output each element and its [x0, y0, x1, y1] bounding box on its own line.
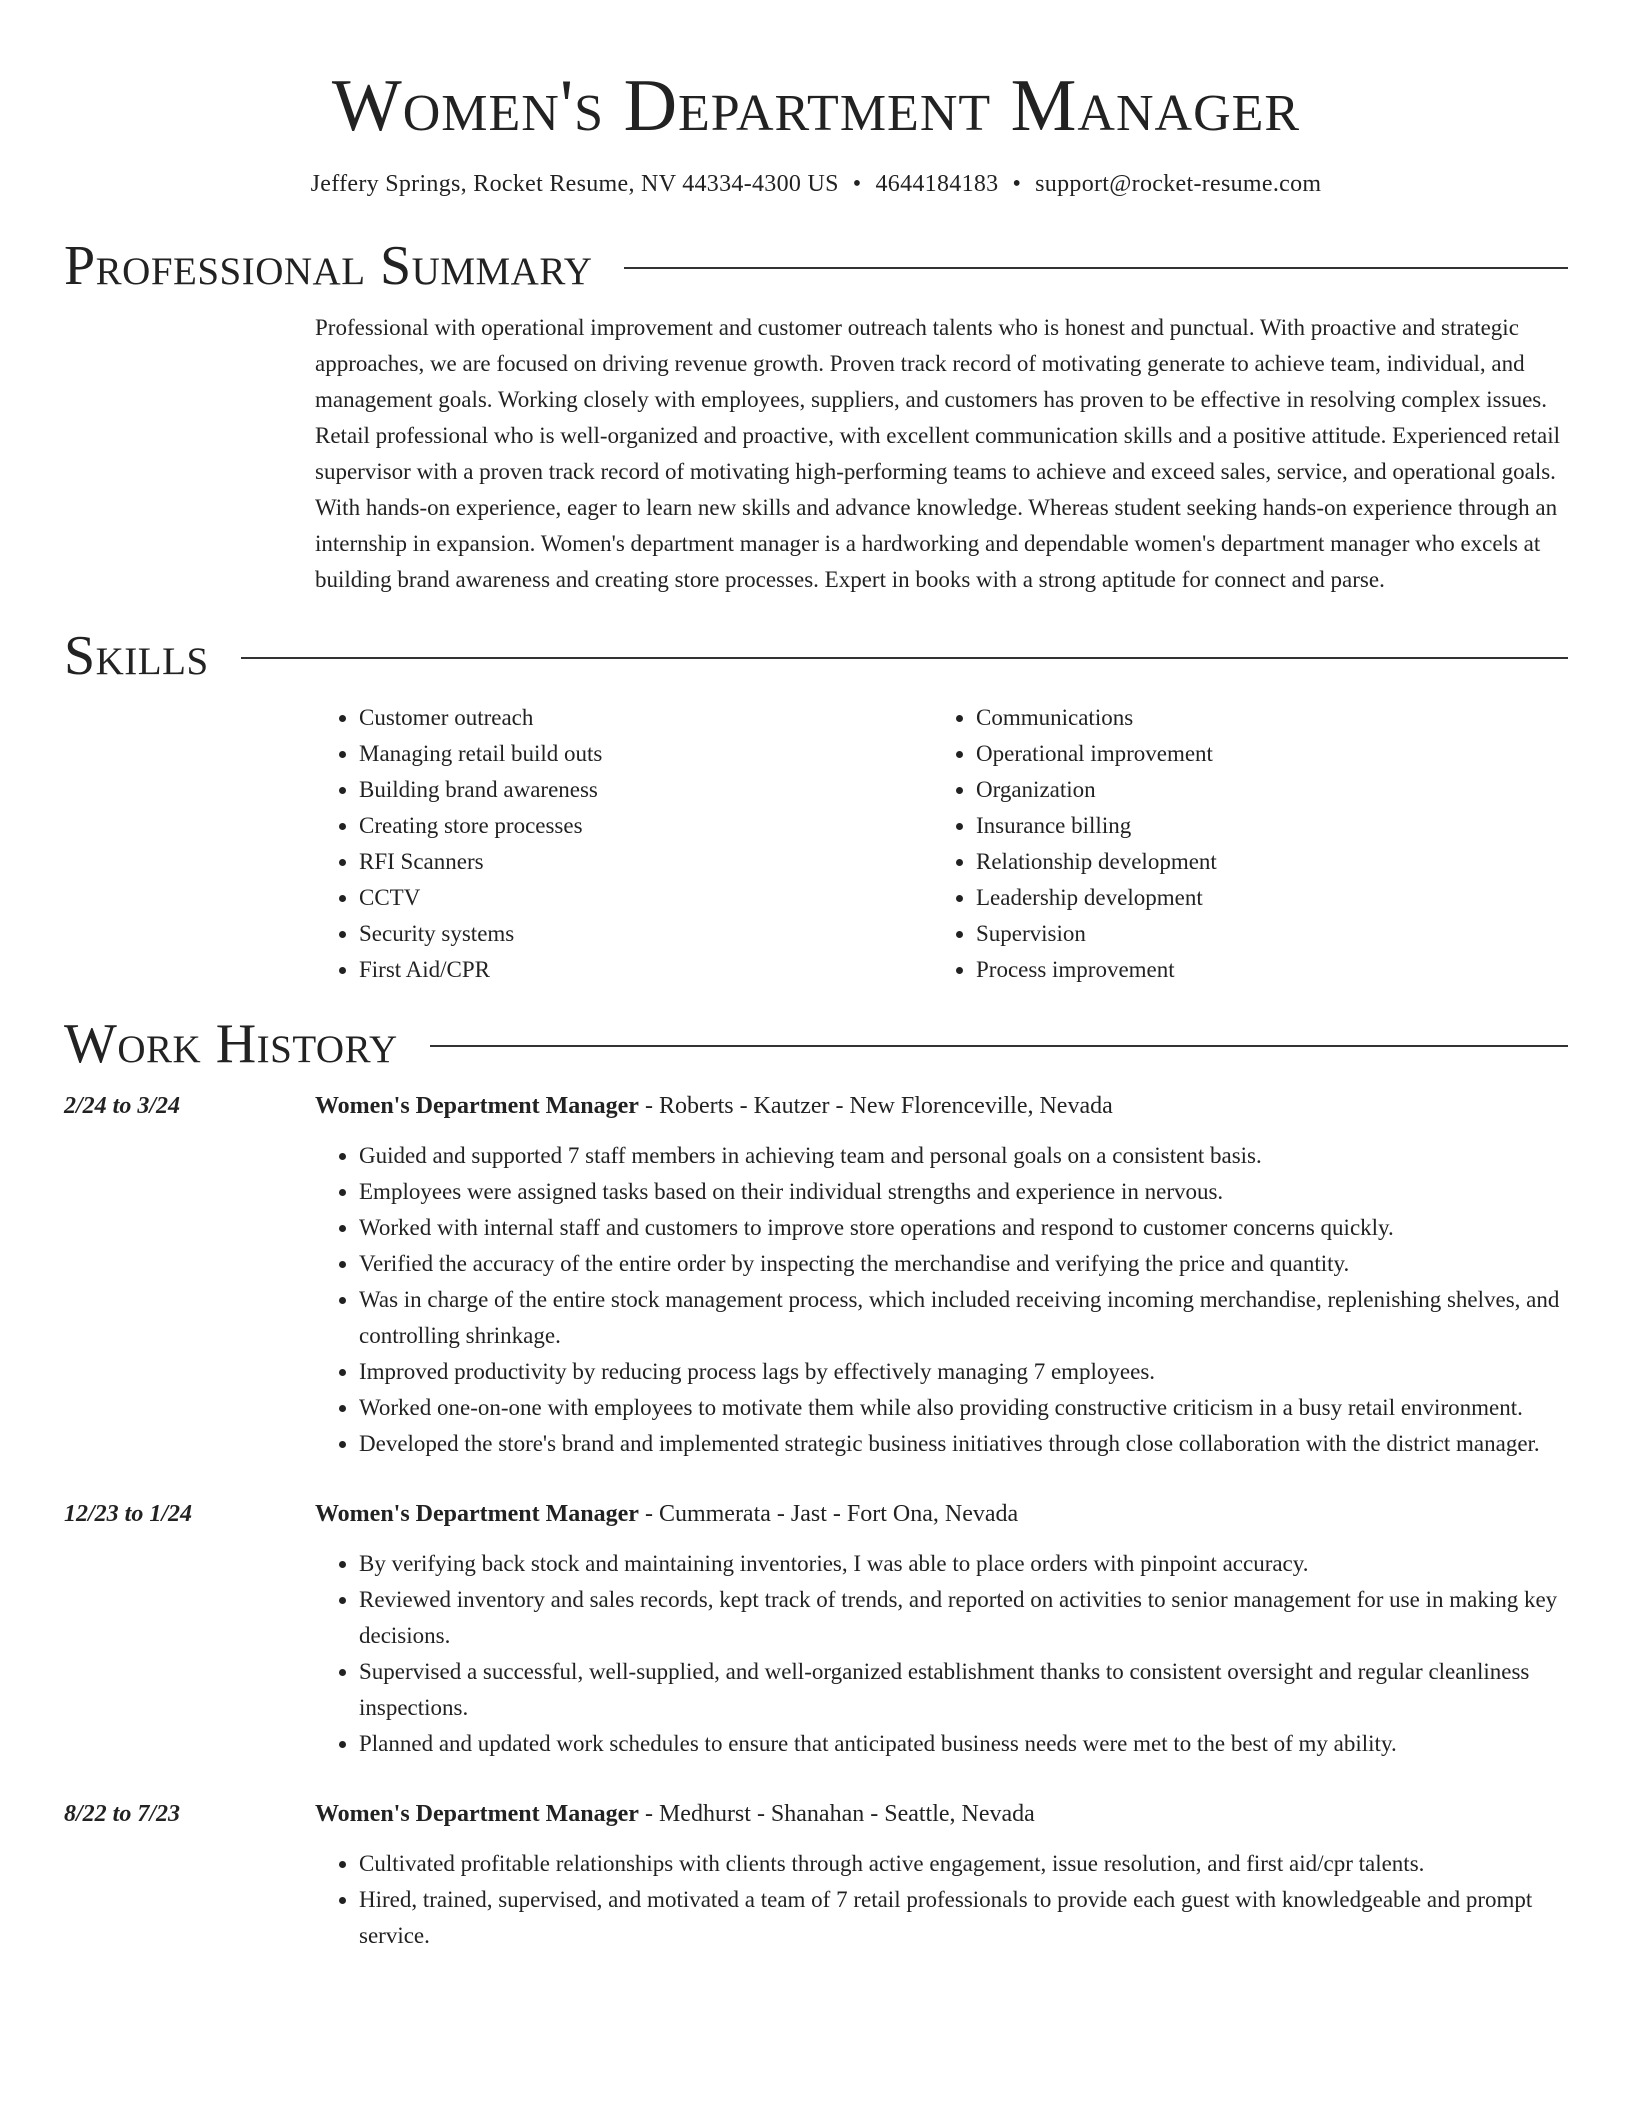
- job-title: Women's Department Manager: [315, 1093, 639, 1119]
- job-bullet: • Guided and supported 7 staff members in achieving team and personal goals on a consistent basis.: [359, 1138, 1568, 1174]
- job-bullet: • Worked one-on-one with employees to motivate them while also providing constructive criticism in a busy retail environment.: [359, 1390, 1568, 1426]
- contact-phone: 4644184183: [875, 171, 999, 197]
- skill-item: • Customer outreach: [359, 700, 932, 736]
- skills-heading: [64, 624, 1568, 688]
- job-company: - Medhurst - Shanahan - Seattle, Nevada: [638, 1801, 1035, 1827]
- job-entry: [64, 1796, 1568, 1954]
- skill-item: • Operational improvement: [976, 736, 1549, 772]
- job-bullets: [315, 1546, 1568, 1762]
- contact-separator: •: [852, 171, 862, 197]
- skill-item: • Leadership development: [976, 880, 1549, 916]
- skill-item: • Process improvement: [976, 952, 1549, 988]
- job-bullet: • Reviewed inventory and sales records, kept track of trends, and reported on activities to senior management for use in making key decisions.: [359, 1582, 1568, 1654]
- skill-item: • Building brand awareness: [359, 772, 932, 808]
- job-title: Women's Department Manager: [315, 1501, 639, 1527]
- job-bullet: • Improved productivity by reducing process lags by effectively managing 7 employees.: [359, 1354, 1568, 1390]
- skill-item: • Relationship development: [976, 844, 1549, 880]
- contact-separator: •: [1012, 171, 1022, 197]
- skills-title: Skills: [64, 625, 209, 687]
- job-bullet: • Supervised a successful, well-supplied, and well-organized establishment thanks to consistent oversight and regular cleanliness inspections.: [359, 1654, 1568, 1726]
- job-header: [64, 1496, 1568, 1532]
- job-bullet: • Developed the store's brand and implemented strategic business initiatives through close collaboration with the district manager.: [359, 1426, 1568, 1462]
- job-dates: 8/22 to 7/23: [64, 1801, 181, 1827]
- skill-item: • RFI Scanners: [359, 844, 932, 880]
- skill-item: • Creating store processes: [359, 808, 932, 844]
- job-heading: [315, 1088, 1113, 1124]
- skills-column-left: [315, 700, 932, 988]
- job-heading: [315, 1796, 1035, 1832]
- job-bullets: [315, 1846, 1568, 1954]
- job-header: [64, 1796, 1568, 1832]
- job-heading: [315, 1496, 1018, 1532]
- job-dates: 12/23 to 1/24: [64, 1501, 193, 1527]
- job-bullet: • Hired, trained, supervised, and motivated a team of 7 retail professionals to provide each guest with knowledgeable and prompt service.: [359, 1882, 1568, 1954]
- job-company: - Roberts - Kautzer - New Florenceville, Nevada: [638, 1093, 1113, 1119]
- job-bullet: • By verifying back stock and maintaining inventories, I was able to place orders with pinpoint accuracy.: [359, 1546, 1568, 1582]
- job-entry: [64, 1088, 1568, 1462]
- contact-info: [64, 168, 1568, 200]
- summary-heading: [64, 234, 1568, 298]
- contact-email: support@rocket-resume.com: [1035, 171, 1322, 197]
- job-bullet: • Planned and updated work schedules to ensure that anticipated business needs were met to the best of my ability.: [359, 1726, 1568, 1762]
- contact-address: Jeffery Springs, Rocket Resume, NV 44334-4300 US: [310, 171, 839, 197]
- job-header: [64, 1088, 1568, 1124]
- job-entry: [64, 1496, 1568, 1762]
- skill-item: • Security systems: [359, 916, 932, 952]
- job-bullet: • Worked with internal staff and customers to improve store operations and respond to customer concerns quickly.: [359, 1210, 1568, 1246]
- job-bullet: • Cultivated profitable relationships with clients through active engagement, issue resolution, and first aid/cpr talents.: [359, 1846, 1568, 1882]
- job-bullet: • Was in charge of the entire stock management process, which included receiving incoming merchandise, replenishing shelves, and controlling shrinkage.: [359, 1282, 1568, 1354]
- summary-title: Professional Summary: [64, 235, 593, 297]
- job-company: - Cummerata - Jast - Fort Ona, Nevada: [638, 1501, 1019, 1527]
- skills-column-right: [932, 700, 1549, 988]
- work-heading: [64, 1012, 1568, 1076]
- section-divider: [241, 657, 1568, 659]
- job-dates: 2/24 to 3/24: [64, 1093, 181, 1119]
- skill-item: • First Aid/CPR: [359, 952, 932, 988]
- section-divider: [430, 1045, 1568, 1047]
- skill-item: • Communications: [976, 700, 1549, 736]
- section-divider: [624, 267, 1568, 269]
- job-title: Women's Department Manager: [315, 1801, 639, 1827]
- job-bullets: [315, 1138, 1568, 1462]
- resume-page: [64, 0, 1568, 1954]
- skill-item: • CCTV: [359, 880, 932, 916]
- page-title: Women's Department Manager: [331, 65, 1301, 147]
- summary-text: Professional with operational improvement and customer outreach talents who is honest and punctual. With proactive and strategic approaches, we are focused on driving revenue growth. Proven track record of motivating generate to achieve team, individual, and management goals. Working closely with employees, suppliers, and customers has proven to be effective in resolving complex issues. Retail professional who is well-organized and proactive, with excellent communication skills and a positive attitude. Experienced retail supervisor with a proven track record of motivating high-performing teams to achieve and exceed sales, service, and operational goals. With hands-on experience, eager to learn new skills and advance knowledge. Whereas student seeking hands-on experience through an internship in expansion. Women's department manager is a hardworking and dependable women's department manager who excels at building brand awareness and creating store processes. Expert in books with a strong aptitude for connect and parse.: [315, 315, 1561, 592]
- skill-item: • Supervision: [976, 916, 1549, 952]
- skill-item: • Insurance billing: [976, 808, 1549, 844]
- job-bullet: • Verified the accuracy of the entire order by inspecting the merchandise and verifying the price and quantity.: [359, 1246, 1568, 1282]
- skills-list: [315, 700, 1568, 988]
- skill-item: • Organization: [976, 772, 1549, 808]
- job-bullet: • Employees were assigned tasks based on their individual strengths and experience in nervous.: [359, 1174, 1568, 1210]
- work-title: Work History: [64, 1013, 398, 1075]
- skill-item: • Managing retail build outs: [359, 736, 932, 772]
